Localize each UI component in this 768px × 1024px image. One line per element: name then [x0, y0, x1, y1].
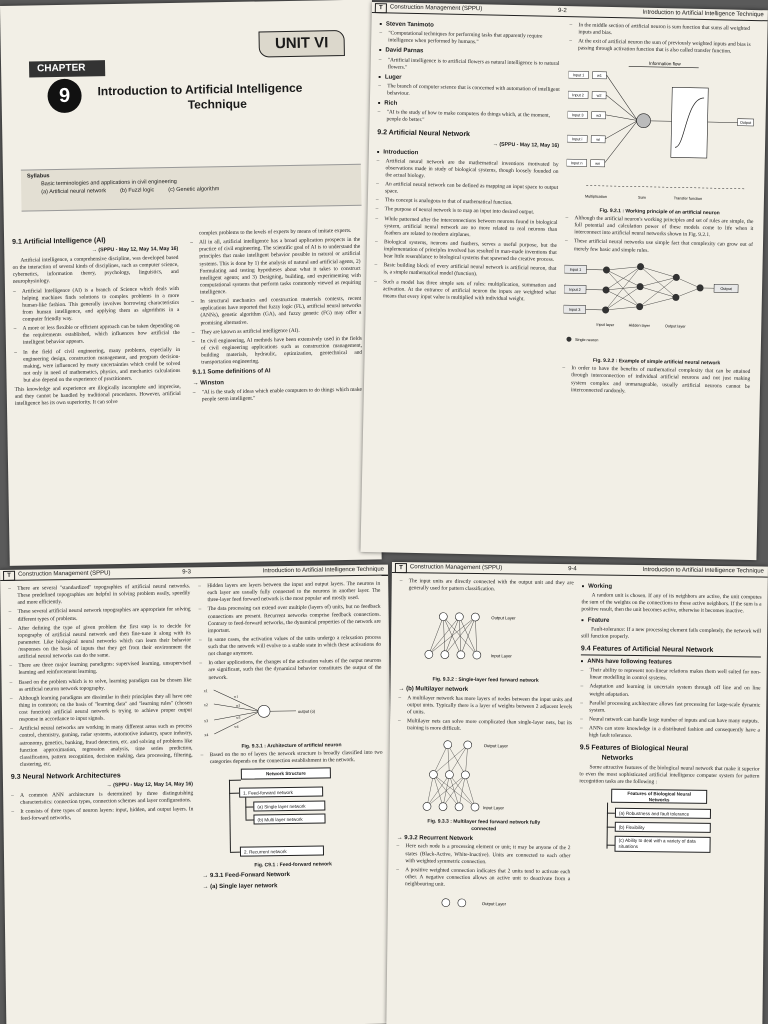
section-heading-9-3-2: → 9.3.2 Recurrent Network [396, 834, 474, 842]
list-item: – The purpose of neural network is to map an input into desired output. [375, 206, 535, 216]
definition-author: → Winston [192, 380, 224, 387]
layer-label: Input Layer [490, 653, 512, 659]
list-item: – "Artificial intelligence is to artificial flowers as natural intelligence is to natural flowers." [378, 56, 560, 71]
list-item: – "Computational techniques for performing tasks that apparently require intelligence when performed by humans." [379, 30, 543, 46]
page-header [0, 565, 388, 581]
header-chapter-title: Introduction to Artificial Intelligence Technique [642, 567, 764, 575]
fig-weight-label: w2 [596, 93, 602, 98]
section-heading-9-1: 9.1 Artificial Intelligence (AI) [12, 237, 106, 246]
ann-input-label: Input 2 [569, 287, 581, 292]
neuron-input-label: x4 [204, 731, 209, 737]
list-item: – They are known as artificial intelligence (AI). [191, 327, 300, 336]
p2-right-column [562, 22, 758, 400]
fig-flow-label: Information flow [648, 60, 681, 66]
fig-weight-label: w3 [596, 113, 602, 118]
header-book-title: Construction Management (SPPU) [389, 4, 483, 13]
syllabus-item: (b) Fuzzl logic [120, 187, 155, 194]
list-item: – An artificial neural network can be defined as mapping an input space to output space. [376, 181, 559, 195]
chapter-number: 9 [47, 79, 82, 114]
publisher-logo-icon: T [395, 563, 407, 573]
syllabus-heading: Syllabus [26, 173, 50, 180]
ann-legend: Single neuron [574, 337, 599, 343]
diagram-node: (b) Flexibility [615, 822, 711, 833]
fig-weight-label: wi [596, 137, 601, 142]
list-item: – Artificial neural networks are working in many different areas such as process control, chemistry, gaming, radar systems, automotive industry, space industry, astronomy, genetics, banking, fraud detection, etc. and solving of problems like function approximation, regression analysis, time series prediction, classification, pattern recognition, decision making, data processing, filtering, clustering, etc. [10, 723, 193, 768]
chapter-title-line2: Technique [187, 96, 247, 112]
header-page-number: 9-4 [568, 566, 577, 573]
list-item: – In civil engineering, AI methods have been extensively used in the fields of civil engineering applications such as construction management, building materials, hydraulic, optimization, geotechnical and transportation engineering. [191, 335, 363, 366]
ann-input-label: Input 1 [569, 267, 582, 272]
ann-layer-label: Input layer [596, 322, 615, 327]
section-heading-9-2: 9.2 Artificial Neural Network [377, 128, 471, 138]
section-heading-9-3-1: → 9.3.1 Feed-Forward Network [202, 872, 291, 880]
layer-label: Output Layer [483, 743, 509, 749]
neuron-weight-label: w4 [234, 724, 239, 729]
list-item: – These several artificial neural network topographies are appropriate for solving different types of problems. [8, 606, 191, 623]
exam-reference: → (SPPU - May 12, May 16) [492, 141, 560, 149]
subsection-single-layer: → (a) Single layer network [202, 883, 278, 891]
list-item: – The branch of computer science that is concerned with automation of intelligent behaviour. [378, 83, 560, 97]
list-item: – In the middle section of artificial neuron is sum function that sums all weighted inputs and bias. [569, 22, 751, 37]
single-layer-network-diagram [399, 594, 574, 676]
list-item: – In other applications, the changes of the activation values of the output neurons are significant, such that the dynamical behavior constitutes the output of the network. [199, 657, 382, 681]
subheading: ■ Introduction [377, 149, 559, 161]
page-header [392, 562, 768, 578]
list-item: – Artificial neural network are the mathematical inventions motivated by observations made in study of biological systems, though loosely founded on the actual biology. [376, 157, 559, 180]
list-item: – This concept is analogous to that of mathematical function. [375, 197, 513, 207]
exam-reference: → (SPPU - May 12, May 14, May 16) [106, 781, 194, 789]
tree-node: (a) Single layer network [253, 801, 325, 812]
biological-features-diagram [602, 789, 759, 863]
artificial-neuron-diagram [566, 55, 757, 209]
list-item: – Based on the problem which is to solve, learning paradigm can be chosen like as artificial neuron network topography. [9, 676, 192, 693]
list-item: – In structural mechanics and construction materials contexts, recent applications have reported that fuzzy logic (FL), artificial neural networks (ANNs), genetic algorithm (GA), and fuzzy genetic (FG) may offer a promising alternative. [191, 295, 362, 327]
paragraph: Artificial intelligence, a comprehensive discipline, was developed based on the interaction of several kinds of disciplines, such as computer science, cybernetics, information theory, psychology, linguistics, and neurophysiology. [12, 255, 179, 286]
unit-badge: UNIT VI [258, 30, 344, 57]
neuron-input-label: x2 [203, 701, 208, 707]
chapter-banner: CHAPTER [29, 60, 105, 77]
list-item: – In some cases, the activation values of the units undergo a relaxation process such that the network will evolve to a stable state in which these activations do not change anymore. [198, 634, 382, 658]
fig-stage-label: Sum [638, 195, 646, 200]
layer-label: Output Layer [481, 901, 507, 907]
neuron-weight-label: w2 [235, 703, 241, 708]
fig-stage-label: Multiplication [584, 194, 607, 199]
layer-label: Output Layer [491, 615, 516, 621]
fig-input-label: Input 2 [572, 92, 584, 97]
syllabus-item: (c) Genetic algorithm [168, 186, 220, 194]
tree-node: 2. Recurrent network [240, 846, 324, 857]
exam-reference: → (SPPU - May 12, May 14, May 16) [91, 246, 179, 254]
section-heading-9-3: 9.3 Neural Network Architectures [10, 772, 121, 781]
fig-stage-label: Transfer function [673, 195, 703, 201]
list-item: – Although learning paradigms are dissimilar in their principles they all have one thing in common; on the basis of "learning data" and "learning rules" (chosen cost function) artificial neural network is trying to achieve proper output response in accordance to input signals. [9, 693, 193, 723]
fig-weights [591, 71, 607, 166]
fig-input-label: Input i [571, 136, 583, 141]
list-item: – The data processing can extend over multiple (layers of) units, but no feedback connections are present. Recurrent networks comprise feedback connections. Contrary to feed-forward networks, the dynamical properties of the network are important. [198, 604, 381, 634]
list-item: – In order to have the benefits of mathematical complexity that can be attained through interconnection of individual artificial neurons and not just making system complex and unmanageable, usually artificial neurons cannot be interconnected randomly. [562, 365, 751, 395]
list-item: – Biological systems, neurons and feathers, serves a useful purpose, but the implementation of principles involved has resulted in man-made inventions that bear little resemblance to biological systems that spawned the creative process. [374, 239, 557, 264]
definition-author: ■ Luger [378, 74, 560, 86]
paragraph: A random unit is chosen. If any of its neighbors are active, the unit computes the sum of the weights on the connections to those active neighbors. If the sum is a positive result, then the unit becomes active, otherwise it becomes inactive. [581, 592, 762, 615]
figure-caption: Fig. 9.2.2 : Example of simple artificial neural network [592, 357, 721, 367]
syllabus-item: (a) Artificial neural network [41, 188, 107, 196]
paragraph: complex problems to the levels of experts by means of imitate experts. [198, 227, 352, 237]
figure-caption: Fig. 9.3.1 : Architecture of artificial neuron [241, 741, 342, 750]
ann-output-label: Output [720, 286, 732, 291]
page-9-4 [386, 562, 768, 1024]
list-item: – Here each node is a processing element or unit; it may be anyone of the 2 states (Black-Active, White-Inactive). Units are connected to each other with weighted symmetric connection. [396, 843, 571, 865]
simple-ann-diagram [563, 255, 753, 359]
header-chapter-title: Introduction to Artificial Intelligence Technique [262, 566, 385, 575]
list-item: – Their ability to represent non-linear relations makes them well suited for non-linear modelling in control systems. [580, 667, 761, 682]
list-item: – In the field of civil engineering, many problems, especially in engineering design, construction management, and program decision-making, were influenced by many uncertainties which could be solved not only in need of mathematics, physics, and mechanics calculations but also depend on the experience of practitioners. [13, 346, 181, 384]
publisher-logo-icon: T [3, 571, 15, 581]
recurrent-network-diagram [396, 890, 570, 912]
list-item: – There are three major learning paradigms: supervised learning, unsupervised learning and reinforcement learning. [9, 660, 192, 677]
fig-input-label: Input 1 [572, 72, 585, 77]
page-9-3 [0, 565, 394, 1024]
ann-layer-label: Output layer [664, 323, 686, 329]
p2-left-column [374, 18, 562, 306]
publisher-logo-icon: T [375, 3, 387, 13]
subheading: ■ Feature [581, 617, 761, 627]
neuron-node [258, 705, 270, 717]
neuron-input-label: x1 [203, 687, 208, 693]
subheading: ■ Working [582, 583, 762, 593]
fig-inputs [567, 71, 589, 166]
list-item: – Although the artificial neuron's working principles and set of rules are simple, the full potential and calculation power of these models come to life when it interconnect into artificial neural networks shown in Fig. 9.2.1. [565, 215, 754, 239]
section-heading-9-1-1: 9.1.1 Some definitions of AI [192, 368, 271, 376]
page-chapter-opening [0, 0, 382, 566]
p3-left-column [8, 583, 193, 825]
ann-layer-label: Hidden layer [628, 323, 650, 328]
figure-caption: Fig. 9.3.3 : Multilayer feed forward network fully connected [427, 818, 541, 833]
ann-input-label: Input 3 [568, 307, 581, 312]
neuron-weight-label: w3 [236, 715, 241, 720]
list-item: – There are several "standardized" topographies of artificial neural networks. These predefined topographies are helpful in solving problem easily, speedily and more efficiently. [8, 583, 191, 607]
figure-caption: Fig. 9.2.1 : Working principle of an artificial neuron [599, 207, 720, 216]
definition-author: ■ David Parnas [379, 48, 561, 60]
list-item: – Neural network can handle large number of inputs and can have many outputs. [580, 716, 759, 725]
header-page-number: 9-3 [182, 569, 191, 576]
list-item: – At the exit of artificial neuron the sum of previously weighted inputs and bias is passing through activation function that is also called transfer function. [569, 38, 751, 55]
paragraph: Some attractive features of the biological neural network that make it superior to even the most sophisticated artificial intelligence computer system for pattern recognition tasks are the following : [579, 764, 760, 786]
section-heading-9-4: 9.4 Features of Artificial Neural Network [581, 644, 761, 657]
syllabus-box [21, 164, 362, 212]
definition-author: ■ Rich [378, 100, 560, 112]
layer-label: Input Layer [482, 805, 504, 811]
list-item: – After defining the type of given problem the first step is to decide for topography of artificial neural network and then fine-tune it along with its parameter. Like biological neural networks which can learn their behavior /responses on the basis of inputs that they get from their environment the artificial neural networks can do the same. [8, 622, 192, 660]
header-book-title: Construction Management (SPPU) [18, 570, 111, 578]
fig-weight-label: w1 [597, 73, 602, 78]
subheading: ■ ANNs have following features [581, 658, 761, 668]
list-item: – Basic building block of every artificial neural network is artificial neuron, that is, a simple mathematical model (function). [374, 262, 557, 278]
syllabus-line: Basic terminologies and applications in civil engineering [41, 178, 177, 188]
header-chapter-title: Introduction to Artificial Intelligence Technique [642, 9, 764, 19]
figure-caption: Fig. C9.1 : Feed-forward network [254, 861, 332, 869]
paragraph: Fault-tolerance: If a new processing element fails completely, the network will still function properly. [581, 626, 762, 640]
list-item: – Such a model has three simple sets of rules: multiplication, summation and activation. At the entrance of artificial neuron the inputs are weighted what means that every input value is multiplied with individual weight. [374, 278, 557, 303]
tree-node: 1. Feed-forward network [239, 787, 323, 798]
neuron-weight-label: w1 [233, 694, 239, 699]
neuron-output-label: output (o) [297, 708, 316, 714]
multilayer-network-diagram [397, 734, 572, 818]
network-structure-tree [219, 767, 384, 861]
paragraph: This knowledge and experience are illogically incomplete and imprecise, and they cannot be handled by traditional procedures. However, artificial intelligence has its own superiority. It can solve [14, 384, 181, 408]
list-item: – Multilayer nets can solve more complicated than single-layer nets, but its training is more difficult. [398, 718, 573, 733]
list-item: – Based on the no of layers the network structure is broadly classified into two categories depends on the connection establishment in the network. [200, 749, 383, 766]
fig-output-label: Output [739, 120, 752, 125]
artificial-neuron-architecture-diagram [200, 681, 383, 742]
figure-caption: Fig. 9.3.2 : Single-layer feed forward network [432, 676, 539, 685]
list-item: – A multilayer network has more layers of nodes between the input units and output units. Typically there is a layer of weights between 2 adjacent levels of units. [398, 694, 573, 716]
list-item: – "AI is the study of how to make computers do things which, at the moment, people do better." [377, 109, 551, 124]
header-book-title: Construction Management (SPPU) [409, 564, 503, 572]
diagram-node: (c) Ability to deal with a variety of data situations [614, 836, 710, 853]
list-item: – All in all, artificial intelligence has a broad application prospects in the practice of civil engineering. The scientific goal of AI is to understand the principles that make intelligent behavior possible in natural or artificial systems. This is done by 1) the analysis of natural and artificial agents, 2) Formulating and testing hypotheses about what it takes to construct intelligent agents; and 3) Designing, building, and experimenting with computational systems that perform tasks commonly viewed as requiring intelligence. [190, 236, 361, 296]
p4-left-column [396, 578, 574, 912]
definition-author: ■ Steven Tanimoto [379, 21, 561, 33]
sum-node [636, 113, 650, 127]
list-item: – It consists of three types of neuron layers: input, hidden, and output layers. In feed-forward networks, [11, 806, 194, 823]
list-item: – A common ANN architecture is determined by three distinguishing characteristics: connection types, connection schemes and layer configurations. [11, 790, 194, 806]
p1-left-column [12, 231, 181, 408]
subsection-multilayer: → (b) Multilayer network [398, 685, 469, 693]
tree-node: (b) Multi layer network [253, 814, 325, 825]
list-item: – These artificial neural networks use simple fact that complexity can grow out of merely few basic and simple rules. [564, 238, 754, 254]
p1-right-column [190, 228, 363, 406]
fig-input-label: Input n [570, 160, 583, 165]
list-item: – Parallel processing architecture allows fast processing for large-scale dynamic system. [580, 700, 761, 714]
list-item: – ANNs can store knowledge in a distributed fashion and consequently have a high fault tolerance. [579, 725, 761, 740]
fig-input-label: Input 3 [571, 112, 584, 117]
page-9-2 [360, 2, 767, 560]
list-item: – Adaptation and learning in uncertain system through off line and on line weight adaptation. [580, 683, 761, 698]
diagram-node: (a) Robustness and fault tolerance [615, 808, 711, 819]
tree-root: Network Structure [241, 768, 331, 780]
list-item: – Hidden layers are layers between the input and output layers. The neurons in each layer are usually fully connected to the neurons in another layer. The three-layer feed forward network is the most popular and mostly used. [198, 580, 381, 604]
list-item: – The input units are directly connected with the output unit and they are generally used for pattern classification. [399, 578, 574, 593]
list-item: – Artificial Intelligence (AI) is a branch of Science which deals with helping machines finds solutions to complex problems in a more human-like fashion. This generally involves borrowing characteristics from human intelligence, and applying them as algorithms in a computer friendly way. [12, 285, 180, 323]
list-item: – While patterned after the interconnections between neurons found in biological system, artificial neural network are no more related to real neurons than feathers are related to modern airplanes. [375, 215, 558, 238]
diagram-root: Features of Biological Neural Networks [611, 789, 707, 804]
list-item: – A more or less flexible or efficient approach can be taken depending on the requirements established, which influences how artificial the intelligent behavior appears. [13, 323, 180, 347]
fig-weight-label: wn [595, 161, 601, 166]
p3-right-column [198, 581, 384, 893]
header-page-number: 9-2 [557, 7, 567, 15]
list-item: – A positive weighted connection indicates that 2 units tend to activate each other. A negative connection allows an active unit to deactivate from a neighbouring unit. [396, 866, 571, 888]
chapter-title-line1: Introduction to Artificial Intelligence [97, 80, 303, 99]
neuron-input-label: x3 [204, 717, 209, 723]
chapter-title [97, 80, 347, 114]
list-item: – "AI is the study of ideas which enable computers to do things which make people seem intelligent." [192, 386, 362, 403]
section-heading-9-5: 9.5 Features of Biological Neural Networks [579, 744, 689, 762]
p4-right-column [578, 580, 761, 862]
